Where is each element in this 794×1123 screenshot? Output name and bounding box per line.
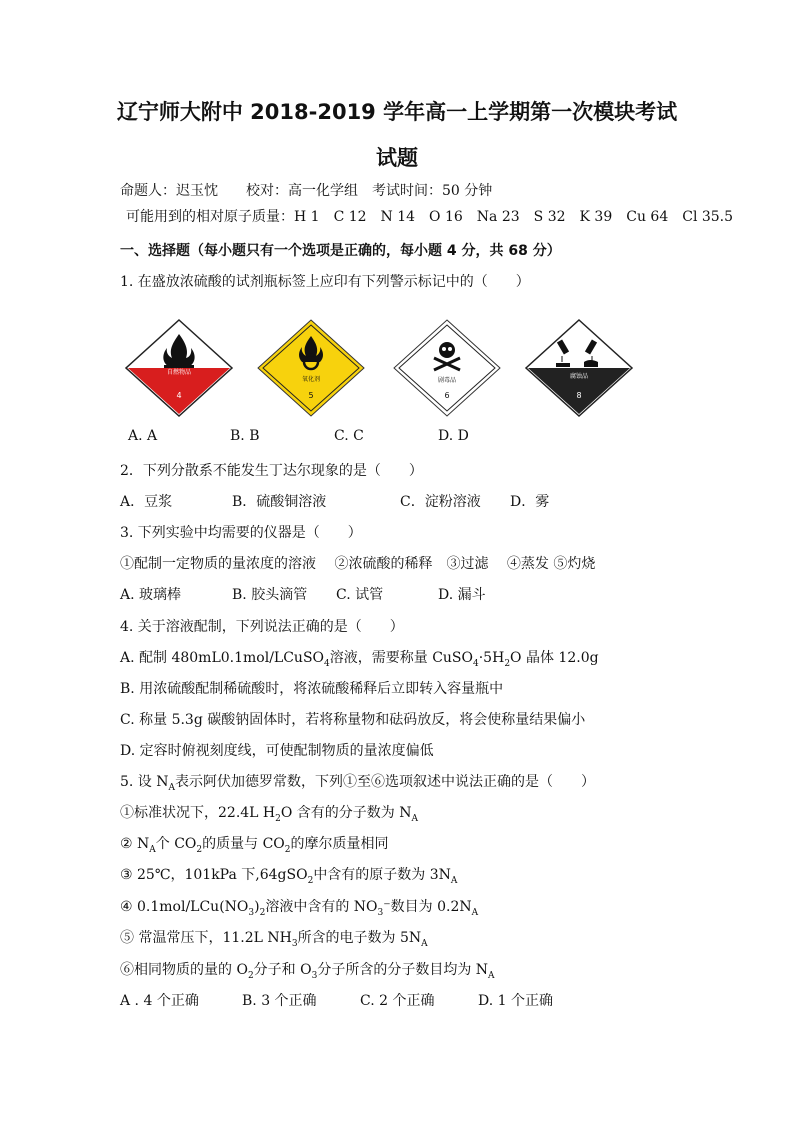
exam-title: 辽宁师大附中 2018-2019 学年高一上学期第一次模块考试 — [116, 100, 678, 124]
exam-meta: 命题人：迟玉忱 校对：高一化学组 考试时间：50 分钟 — [120, 183, 493, 199]
question-4-stem: 4. 关于溶液配制，下列说法正确的是（ ） — [120, 619, 404, 635]
q5-item-5: ⑤ 常温常压下，11.2L $NH_3$所含的电子数为 $5N_A$ — [120, 930, 428, 949]
q4-option-a: A. 配制 480mL0.1mol/LCuSO$_4$溶液，需要称量 $CuSO_4\cdot 5H_2O$ 晶体 12.0g — [120, 650, 599, 669]
question-2-stem: 2．下列分散系不能发生丁达尔现象的是（ ） — [120, 463, 423, 479]
q1-option-b: B. B — [230, 428, 260, 444]
toxic-sign-icon — [392, 318, 502, 418]
q3-option-d: D. 漏斗 — [438, 587, 486, 603]
q1-option-c: C. C — [334, 428, 364, 444]
flammable-sign-icon — [124, 318, 234, 418]
q5-item-6: ⑥相同物质的量的 $O_2$分子和 $O_3$分子所含的分子数目均为 $N_A$ — [120, 962, 495, 981]
sign-label: 腐蚀品 — [569, 373, 589, 380]
q5-option-c: C. 2 个正确 — [360, 993, 435, 1009]
oxidizer-sign-icon — [256, 318, 366, 418]
hazard-signs — [120, 318, 640, 418]
q5-option-a: A . 4 个正确 — [120, 993, 199, 1009]
question-3-stem: 3. 下列实验中均需要的仪器是（ ） — [120, 525, 362, 541]
q4-option-c: C. 称量 5.3g 碳酸钠固体时，若将称量物和砝码放反，将会使称量结果偏小 — [120, 712, 586, 728]
q3-option-b: B. 胶头滴管 — [232, 587, 308, 603]
q2-option-b: B．硫酸铜溶液 — [232, 494, 327, 510]
q2-option-c: C．淀粉溶液 — [400, 494, 481, 510]
q5-option-b: B. 3 个正确 — [242, 993, 317, 1009]
q3-option-c: C. 试管 — [336, 587, 384, 603]
corrosive-sign-icon — [524, 318, 634, 418]
q4-option-b: B. 用浓硫酸配制稀硫酸时，将浓硫酸稀释后立即转入容量瓶中 — [120, 681, 504, 697]
q5-item-4: ④ $0.1mol/LCu(NO_3)_2$溶液中含有的 $NO_3^-$数目为 $0.2N_A$ — [120, 899, 479, 918]
sign-label: 剧毒品 — [437, 377, 457, 384]
sign-number: 5 — [308, 391, 314, 400]
sign-number: 8 — [576, 391, 582, 400]
q2-option-d: D．雾 — [510, 494, 550, 510]
sign-number: 6 — [444, 391, 450, 400]
sign-number: 4 — [176, 391, 182, 400]
q5-item-1: ①标准状况下，22.4L $H_2O$ 含有的分子数为 $N_A$ — [120, 805, 419, 824]
question-5-stem: 5. 设 $N_A$表示阿伏加德罗常数，下列①至⑥选项叙述中说法正确的是（ ） — [120, 774, 596, 793]
sign-label: 自燃物品 — [166, 369, 192, 376]
section-heading: 一、选择题（每小题只有一个选项是正确的，每小题 4 分，共 68 分） — [120, 243, 561, 259]
q4-option-d: D. 定容时俯视刻度线，可使配制物质的量浓度偏低 — [120, 743, 434, 759]
q1-option-a: A. A — [128, 428, 158, 444]
q3-option-a: A. 玻璃棒 — [120, 587, 182, 603]
q5-item-2: ② $N_A$个 $CO_2$的质量与 $CO_2$的摩尔质量相同 — [120, 836, 389, 855]
sign-label: 氧化剂 — [301, 376, 321, 383]
q2-option-a: A．豆浆 — [120, 494, 173, 510]
q5-item-3: ③ 25℃，101kPa 下,64gSO$_2$中含有的原子数为 $3N_A$ — [120, 867, 458, 886]
question-3-items: ①配制一定物质的量浓度的溶液 ②浓硫酸的稀释 ③过滤 ④蒸发 ⑤灼烧 — [120, 556, 596, 572]
atomic-masses: 可能用到的相对原子质量：H 1 C 12 N 14 O 16 Na 23 S 32 K 39 Cu 64 Cl 35.5 — [126, 209, 734, 225]
question-1-stem: 1. 在盛放浓硫酸的试剂瓶标签上应印有下列警示标记中的（ ） — [120, 274, 530, 290]
exam-title-line2: 试题 — [376, 146, 418, 170]
q5-option-d: D. 1 个正确 — [478, 993, 553, 1009]
q1-option-d: D. D — [438, 428, 469, 444]
